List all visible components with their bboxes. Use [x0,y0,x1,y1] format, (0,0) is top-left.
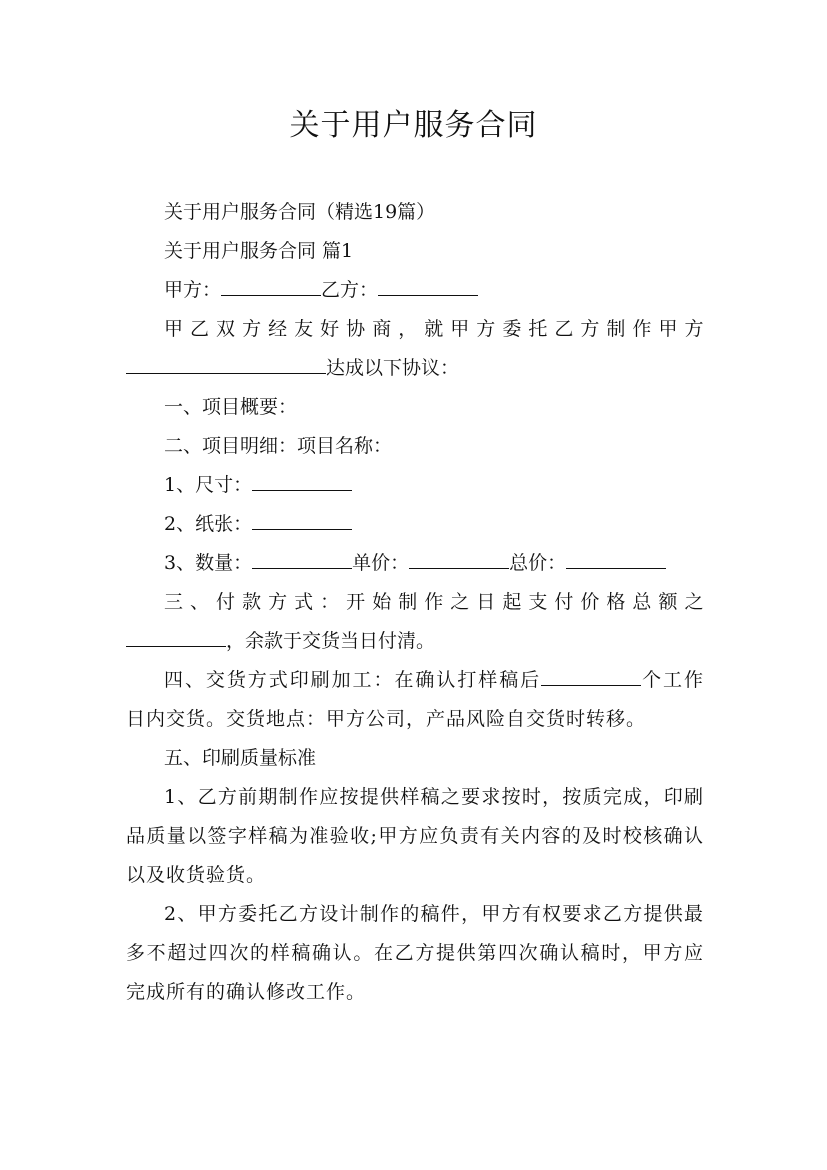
quantity-blank [252,549,352,569]
item-five: 五、印刷质量标准 [164,747,317,769]
intro-line-1: 甲乙双方经友好协商，就甲方委托乙方制作甲方 [164,318,704,340]
item-two: 二、项目明细：项目名称： [164,435,393,457]
size-label: 1、尺寸： [164,474,253,496]
party-b-blank [378,276,478,296]
delivery-prefix: 四、交货方式印刷加工：在确认打样稿后 [164,669,542,691]
total-price-label: 总价： [509,552,567,574]
document-title: 关于用户服务合同 [289,108,538,143]
paper-label: 2、纸张： [164,513,253,535]
payment-line-1: 三、付款方式：开始制作之日起支付价格总额之 [164,591,704,613]
paper-line [126,505,704,544]
payment-line-2 [126,622,704,661]
payment-blank [126,627,226,647]
delivery-suffix: 个工作日内交货。交货地点：甲方公司，产品风险自交货时转移。 [126,669,704,730]
party-b-label: 乙方： [321,279,379,301]
section-heading: 关于用户服务合同 篇1 [164,240,354,262]
quality-paragraph-1: 1、乙方前期制作应按提供样稿之要求按时，按质完成，印刷品质量以签字样稿为准验收;甲方应负责有关内容的及时校核确认以及收货验货。 [126,786,704,886]
size-line [126,466,704,505]
size-blank [252,471,352,491]
party-a-label: 甲方： [164,279,222,301]
intro-line-2 [126,349,704,388]
delivery-days-blank [541,666,641,686]
quantity-line [126,544,704,583]
item-one: 一、项目概要： [164,396,298,418]
paper-blank [252,510,352,530]
subtitle-line: 关于用户服务合同（精选19篇） [164,201,436,223]
delivery-paragraph [126,661,704,739]
quantity-label: 3、数量： [164,552,253,574]
parties-line [126,271,704,310]
unit-price-blank [409,549,509,569]
unit-price-label: 单价： [352,552,410,574]
payment-suffix: ，余款于交货当日付清。 [226,630,436,652]
intro-suffix: 达成以下协议： [326,357,460,379]
total-price-blank [566,549,666,569]
quality-paragraph-2: 2、甲方委托乙方设计制作的稿件，甲方有权要求乙方提供最多不超过四次的样稿确认。在乙方提供第四次确认稿时，甲方应完成所有的确认修改工作。 [126,903,704,1003]
document-body [126,193,704,1012]
product-blank [126,354,326,374]
party-a-blank [221,276,321,296]
